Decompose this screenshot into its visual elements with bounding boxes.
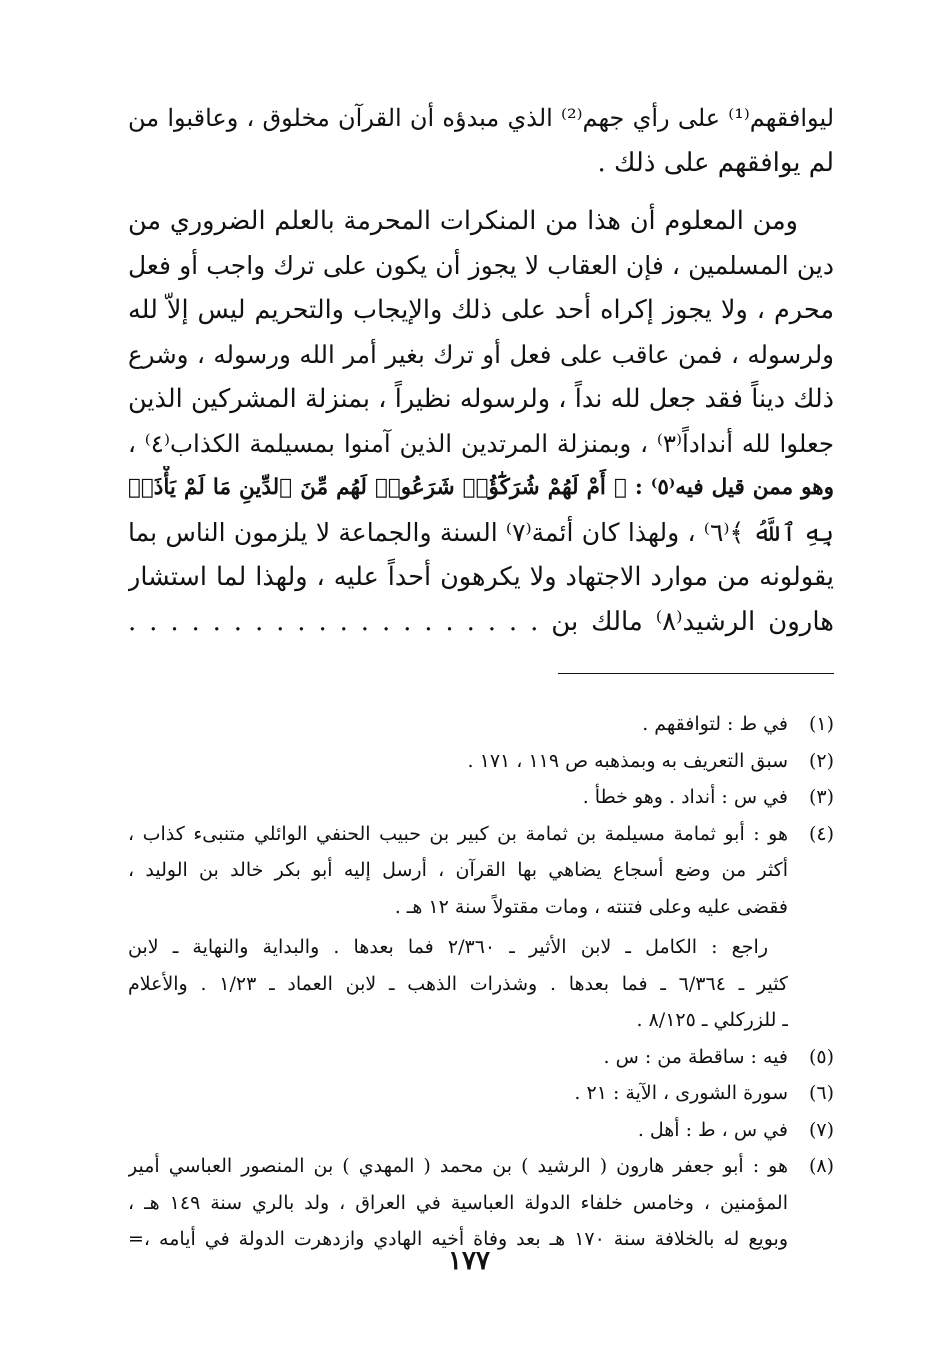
footnote-line: فيه : ساقطة من : س . [603, 1045, 788, 1068]
text-line: هارون الرشيد⁽٨⁾ مالك بن . . . . . . . . . . . . . . . . . . . . [128, 606, 834, 637]
footnote-5 [128, 1039, 834, 1076]
text-line: ولرسوله ، فمن عاقب على فعل أو ترك بغير أمر الله ورسوله ، وشرع [128, 339, 834, 369]
footnotes [128, 706, 834, 1258]
paragraph-2 [128, 199, 834, 644]
footnote-line: أكثر من وضع أسجاع يضاهي بها القرآن ، أرسل إليه أبو بكر خالد بن الوليد ، [128, 859, 788, 881]
footnote-body [128, 706, 788, 743]
page-number: ١٧٧ [448, 1246, 490, 1276]
footnote-line: سبق التعريف به وبمذهبه ص ١١٩ ، ١٧١ . [467, 749, 788, 772]
footnote-line: راجع : الكامل ـ لابن الأثير ـ ٢/٣٦٠ فما بعدها . والبداية والنهاية ـ لابن [128, 936, 768, 958]
footnote-number: (٦) [808, 1082, 834, 1104]
footnote-body [128, 779, 788, 816]
footnote-number: (٢) [808, 749, 834, 772]
footnote-1 [128, 706, 834, 743]
footnote-line: في ط : لتوافقهم . [642, 713, 788, 735]
footnote-7 [128, 1112, 834, 1149]
footnote-body [128, 1039, 788, 1076]
footnote-line: في س ، ط : أهل . [637, 1118, 788, 1141]
text-line: ليوافقهم⁽¹⁾ على رأي جهم⁽²⁾ الذي مبدؤه أن القرآن مخلوق ، وعاقبوا من [128, 104, 834, 132]
footnote-4 [128, 816, 834, 1039]
text-line: دين المسلمين ، فإن العقاب لا يجوز أن يكون على ترك واجب أو فعل [128, 250, 834, 280]
text-line: ومن المعلوم أن هذا من المنكرات المحرمة بالعلم الضروري من [128, 206, 798, 236]
paragraph-1 [128, 96, 834, 185]
footnote-references [128, 929, 788, 1039]
footnote-line: المؤمنين ، وخامس خلفاء الدولة العباسية في العراق ، ولد بالري سنة ١٤٩ هـ ، [128, 1191, 788, 1214]
footnote-line: هو : أبو جعفر هارون ( الرشيد ) بن محمد ( المهدي ) بن المنصور العباسي أمير [128, 1155, 788, 1177]
footnote-3 [128, 779, 834, 816]
footnote-line: فقضى عليه وعلى فتنته ، ومات مقتولاً سنة ١٢ هـ . [394, 895, 788, 918]
text-line: ذلك ديناً فقد جعل لله نداً ، ولرسوله نظيراً ، بمنزلة المشركين الذين [128, 384, 834, 414]
text-line: يقولونه من موارد الاجتهاد ولا يكرهون أحداً عليه ، ولهذا لما استشار [128, 562, 834, 592]
footnote-separator [558, 673, 834, 674]
footnote-body [128, 816, 788, 1039]
footnote-line: في س : أنداد . وهو خطأ . [582, 786, 788, 808]
footnote-body [128, 1148, 788, 1258]
quran-verse-line: وهو ممن قيل فيه⁽٥⁾ : ﴿ أَمْ لَهُمْ شُرَكَٰٓؤُا۟ شَرَعُوا۟ لَهُم مِّنَ ٱلدِّينِ مَا لَمْ يَأْذَنۢ [128, 475, 834, 500]
footnote-number: (٣) [808, 786, 834, 808]
footnote-6 [128, 1075, 834, 1112]
text-line: بِهِ ٱللَّهُ ﴾⁽٦⁾ ، ولهذا كان أئمة⁽٧⁾ السنة والجماعة لا يلزمون الناس بما [128, 517, 834, 547]
footnote-line: سورة الشورى ، الآية : ٢١ . [574, 1082, 788, 1104]
footnote-line: وبويع له بالخلافة سنة ١٧٠ هـ بعد وفاة أخيه الهادي وازدهرت الدولة في أيامه ،= [128, 1228, 788, 1250]
footnote-number: (٥) [808, 1045, 834, 1068]
footnote-number: (١) [808, 713, 834, 735]
main-text [128, 96, 834, 644]
footnote-line: هو : أبو ثمامة مسيلمة بن ثمامة بن كبير بن حبيب الحنفي الوائلي متنبىء كذاب ، [128, 822, 788, 845]
text-line: جعلوا لله أنداداً⁽٣⁾ ، وبمنزلة المرتدين الذين آمنوا بمسيلمة الكذاب⁽٤⁾ ، [128, 428, 834, 458]
footnote-number: (٨) [808, 1155, 834, 1177]
footnote-number: (٤) [808, 822, 834, 845]
footnote-line: ـ للزركلي ـ ٨/١٢٥ . [636, 1009, 788, 1031]
footnote-body [128, 743, 788, 780]
text-line: لم يوافقهم على ذلك . [597, 147, 834, 178]
footnote-number: (٧) [808, 1118, 834, 1141]
footnote-body [128, 1075, 788, 1112]
footnote-body [128, 1112, 788, 1149]
footnote-8 [128, 1148, 834, 1258]
text-line: محرم ، ولا يجوز إكراه أحد على ذلك والإيجاب والتحريم ليس إلاّ لله [128, 295, 834, 325]
footnote-line: كثير ـ ٦/٣٦٤ ـ فما بعدها . وشذرات الذهب ـ لابن العماد ـ ١/٢٣ . والأعلام [128, 972, 788, 995]
footnote-2 [128, 743, 834, 780]
